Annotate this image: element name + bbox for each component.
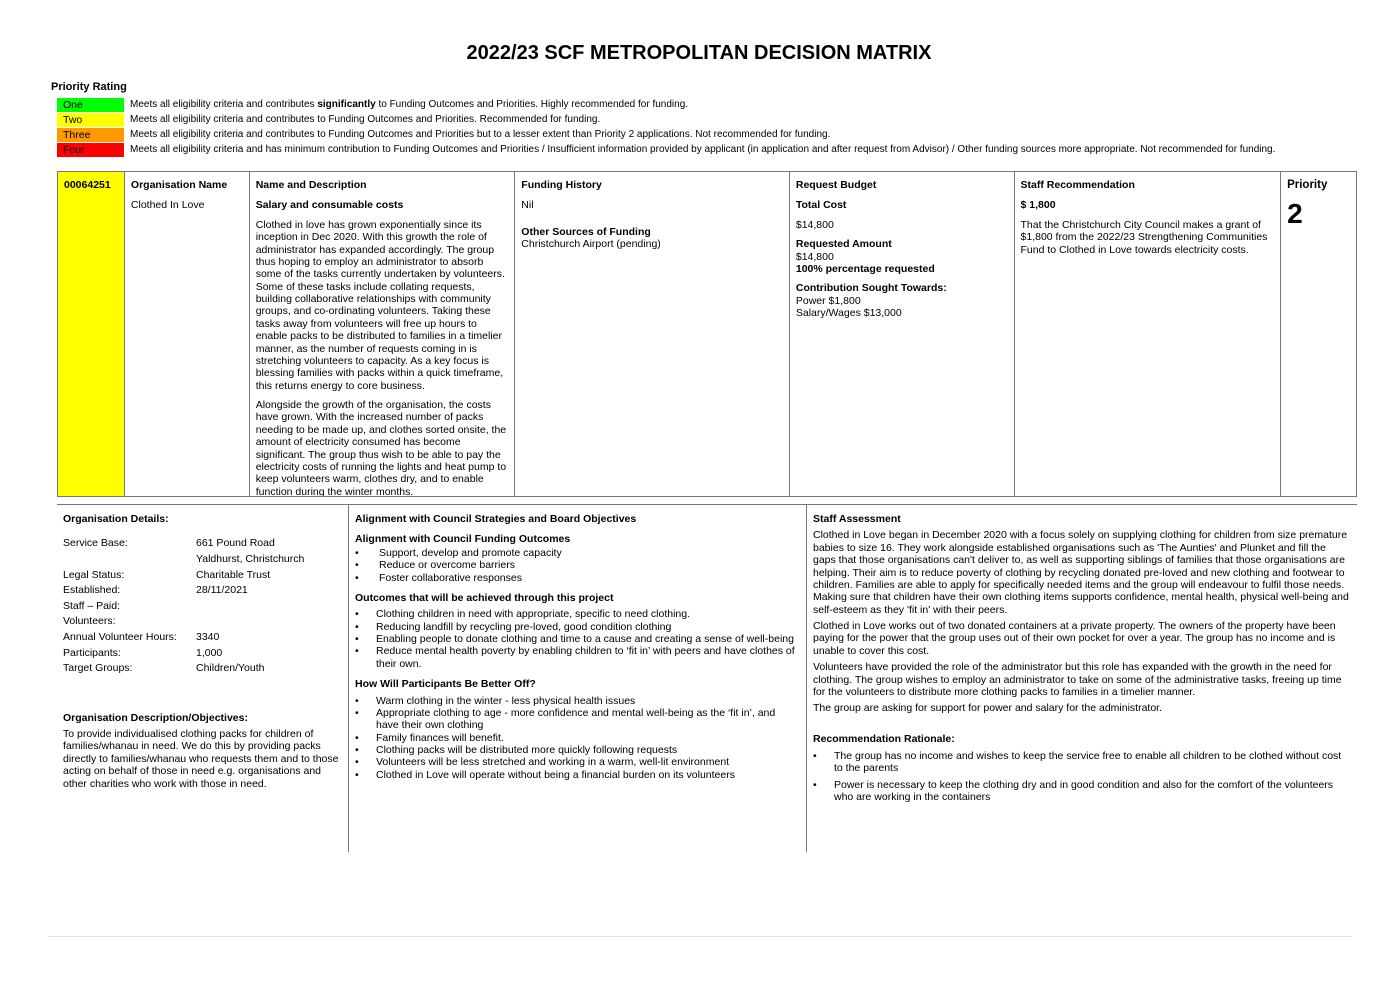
detail-key: Legal Status: xyxy=(63,568,125,581)
detail-value: 1,000 xyxy=(196,646,223,659)
percentage-requested: 100% percentage requested xyxy=(795,262,935,275)
request-budget-cell xyxy=(790,172,1015,496)
priority-header: Priority xyxy=(1287,179,1328,191)
organisation-detail-row xyxy=(63,584,304,600)
other-sources-value: Christchurch Airport (pending) xyxy=(521,238,661,251)
better-off-item: • Volunteers will be less stretched and working in a warm, well-lit environment xyxy=(355,756,800,768)
organisation-detail-row xyxy=(63,662,304,678)
project-outcome-item: • Clothing children in need with appropriate, specific to need clothing. xyxy=(355,608,800,620)
organisation-detail-row xyxy=(63,600,304,616)
detail-key: Service Base: xyxy=(63,537,128,550)
funding-outcomes-list xyxy=(355,547,800,584)
project-outcome-item: • Reducing landfill by recycling pre-loved, good condition clothing xyxy=(355,621,800,633)
project-outcomes-heading: Outcomes that will be achieved through this project xyxy=(355,591,614,604)
detail-value: Yaldhurst, Christchurch xyxy=(196,552,305,565)
assessment-paragraph-3: Volunteers have provided the role of the administrator but this role has expanded with the growth in the need for clothing. The group wishes to employ an administrator to take on some of the administrative tasks, freeing up time for the volunteers to distribute more clothing packs to families in a timelier manner. xyxy=(813,661,1342,698)
funding-history-cell xyxy=(515,172,790,496)
detail-key: Target Groups: xyxy=(63,662,133,675)
organisation-details-heading: Organisation Details: xyxy=(63,513,169,525)
organisation-details-column xyxy=(57,505,349,852)
priority-legend-row xyxy=(57,112,1275,127)
rationale-item: • The group has no income and wishes to keep the service free to enable all children to be clothed without cost to the parents xyxy=(813,750,1351,775)
priority-value: 2 xyxy=(1287,197,1303,229)
organisation-detail-row xyxy=(63,631,304,647)
requested-amount-value: $14,800 xyxy=(795,250,834,263)
priority-legend-row xyxy=(57,97,1275,112)
priority-legend-row xyxy=(57,127,1275,142)
priority-description xyxy=(124,114,600,126)
project-description-2: Alongside the growth of the organisation, the costs have grown. With the increased number of packs needing to be made up, and clothes sorted onsite, the amount of electricity consumed has become significant. The group thus wish to be able to pay the electricity costs of running the lights and heat pump to keep volunteers warm, clothes dry, and to enable function during the winter months. xyxy=(255,399,507,496)
priority-description xyxy=(124,99,688,111)
organisation-name-cell xyxy=(125,172,250,496)
decision-matrix-row xyxy=(57,171,1357,497)
footer-divider xyxy=(48,936,1352,937)
alignment-column xyxy=(349,505,807,852)
staff-assessment-column xyxy=(807,505,1357,852)
contribution-label: Contribution Sought Towards: xyxy=(795,282,947,295)
staff-assessment-heading: Staff Assessment xyxy=(813,513,901,525)
name-description-header: Name and Description xyxy=(255,179,367,191)
project-description-1: Clothed in love has grown exponentially since its inception in Dec 2020. With this growth the role of administrator has expanded accordingly. The group thus hoping to employ an administrator to absorb some of the tasks currently undertaken by volunteers. Some of these tasks include collating requests, building collaborative relationships with community groups, and co-ordinating volunteers. Taking these tasks away from volunteers will free up hours to enable packs to be distributed to families in a timelier manner, as the number of requests coming in is stretching volunteers to capacity. As a key focus is blessing families with packs within a quick timeframe, this returns energy to core business. xyxy=(255,218,505,392)
funding-outcome-item: • Foster collaborative responses xyxy=(355,572,800,584)
project-outcome-item: • Enabling people to donate clothing and time to a cause and creating a sense of well-being xyxy=(355,633,800,645)
better-off-item: • Appropriate clothing to age - more confidence and mental well-being as the ‘fit in’, and have their own clothing xyxy=(355,707,800,732)
organisation-name-header: Organisation Name xyxy=(130,179,228,191)
organisation-name: Clothed In Love xyxy=(130,199,205,212)
other-sources-label: Other Sources of Funding xyxy=(521,225,651,238)
staff-recommendation-amount: $ 1,800 xyxy=(1020,199,1056,212)
organisation-detail-row xyxy=(63,647,304,663)
staff-recommendation-text: That the Christchurch City Council makes a grant of $1,800 from the 2022/23 Strengthening Communities Fund to Clothed in Love towards electricity costs. xyxy=(1020,218,1268,256)
application-id-cell xyxy=(58,172,125,496)
detail-value: 3340 xyxy=(196,630,220,643)
priority-description-text-end: to Funding Outcomes and Priorities. Highly recommended for funding. xyxy=(375,98,689,110)
funding-history-value: Nil xyxy=(521,199,534,212)
priority-rating-legend xyxy=(57,97,1275,157)
contribution-power: Power $1,800 xyxy=(795,294,861,307)
detail-key: Annual Volunteer Hours: xyxy=(63,630,177,643)
rationale-list xyxy=(813,750,1351,804)
assessment-paragraph-2: Clothed in Love works out of two donated containers at a private property. The owners of the property have been paying for the power that the group uses out of their own pocket for over a year. The group has no income and is unable to cover this cost. xyxy=(813,620,1336,657)
better-off-heading: How Will Participants Be Better Off? xyxy=(355,678,536,691)
requested-amount-label: Requested Amount xyxy=(795,238,892,251)
detail-key: Participants: xyxy=(63,646,121,659)
detail-key: Established: xyxy=(63,584,121,597)
detail-key: Volunteers: xyxy=(63,615,116,628)
detail-key xyxy=(63,553,196,569)
application-id: 00064251 xyxy=(64,179,111,191)
priority-swatch: Two xyxy=(57,113,124,127)
detail-value: 661 Pound Road xyxy=(196,537,275,550)
assessment-paragraph-1: Clothed in Love began in December 2020 with a focus solely on supplying clothing for children from size premature babies to size 16. They work alongside established organisations such as 'The Aunties' and Plunket and fill the gaps that those organisations can't deliver to, as well as supporting siblings of families that those organisations are helping. Their aim is to reduce poverty of clothing by recycling donated pre-loved and new clothing and footwear to children. Families are able to apply for specifically needed items and the group will endeavour to fulfil those needs. Making sure that children have their own clothing items supports confidence, mental health, physical well-being and self-esteem as they 'fit in' with their peers. xyxy=(813,529,1349,616)
contribution-salary: Salary/Wages $13,000 xyxy=(795,307,902,319)
priority-swatch: Three xyxy=(57,128,124,142)
priority-description-emphasis: significantly xyxy=(317,98,376,110)
rationale-heading: Recommendation Rationale: xyxy=(813,732,955,745)
detail-value xyxy=(196,600,304,616)
total-cost-label: Total Cost xyxy=(795,199,847,212)
staff-recommendation-header: Staff Recommendation xyxy=(1020,179,1135,191)
better-off-item: • Family finances will benefit. xyxy=(355,732,800,744)
priority-description-text: Meets all eligibility criteria and contributes to Funding Outcomes and Priorities. Recommended for funding. xyxy=(130,113,601,125)
detail-value xyxy=(196,615,304,631)
name-description-cell xyxy=(250,172,516,496)
assessment-paragraph-4: The group are asking for support for power and salary for the administrator. xyxy=(813,702,1163,715)
priority-description-text: Meets all eligibility criteria and contributes to Funding Outcomes and Priorities but to a lesser extent than Priority 2 applications. Not recommended for funding. xyxy=(130,128,831,140)
priority-description xyxy=(124,129,830,141)
staff-recommendation-cell xyxy=(1015,172,1282,496)
funding-outcome-item: • Support, develop and promote capacity xyxy=(355,547,800,559)
rationale-item: • Power is necessary to keep the clothing dry and in good condition and also for the comfort of the volunteers who are working in the containers xyxy=(813,779,1351,804)
detail-key: Staff – Paid: xyxy=(63,599,121,612)
priority-rating-heading: Priority Rating xyxy=(51,81,127,93)
priority-description-text: Meets all eligibility criteria and has minimum contribution to Funding Outcomes and Priorities / Insufficient information provided by applicant (in application and after request from Advisor) / Other funding sources more appropriate. Not recommended for funding. xyxy=(130,143,1276,155)
page-title: 2022/23 SCF METROPOLITAN DECISION MATRIX xyxy=(466,42,932,64)
details-section xyxy=(57,504,1357,852)
priority-cell xyxy=(1281,172,1356,496)
project-outcome-item: • Reduce mental health poverty by enabling children to ‘fit in’ with peers and have clothes of their own. xyxy=(355,645,800,670)
priority-description-text: Meets all eligibility criteria and contributes xyxy=(130,98,318,110)
better-off-list xyxy=(355,695,800,782)
funding-outcome-item: • Reduce or overcome barriers xyxy=(355,559,800,571)
total-cost-value: $14,800 xyxy=(795,218,834,231)
detail-value: Children/Youth xyxy=(196,662,265,675)
priority-swatch: One xyxy=(57,98,124,112)
funding-outcomes-heading: Alignment with Council Funding Outcomes xyxy=(355,533,571,546)
priority-legend-row xyxy=(57,142,1275,157)
detail-value: Charitable Trust xyxy=(196,568,271,581)
priority-description xyxy=(124,144,1275,156)
organisation-detail-row xyxy=(63,615,304,631)
funding-history-header: Funding History xyxy=(521,179,602,191)
project-title: Salary and consumable costs xyxy=(255,199,404,212)
organisation-description: To provide individualised clothing packs for children of families/whanau in need. We do this by providing packs directly to families/whanau who requests them and to those acting on behalf of those in need e.g. organisations and other charities who work with those in need. xyxy=(63,728,339,790)
organisation-details-table xyxy=(63,537,304,677)
better-off-item: • Warm clothing in the winter - less physical health issues xyxy=(355,695,800,707)
project-outcomes-list xyxy=(355,608,800,670)
detail-value: 28/11/2021 xyxy=(196,584,248,597)
organisation-description-heading: Organisation Description/Objectives: xyxy=(63,711,248,724)
alignment-heading: Alignment with Council Strategies and Board Objectives xyxy=(355,513,637,525)
organisation-detail-row xyxy=(63,553,304,569)
organisation-detail-row xyxy=(63,569,304,585)
organisation-detail-row xyxy=(63,537,304,553)
priority-swatch: Four xyxy=(57,143,124,157)
request-budget-header: Request Budget xyxy=(795,179,877,191)
better-off-item: • Clothing packs will be distributed more quickly following requests xyxy=(355,744,800,756)
better-off-item: • Clothed in Love will operate without being a financial burden on its volunteers xyxy=(355,769,800,781)
